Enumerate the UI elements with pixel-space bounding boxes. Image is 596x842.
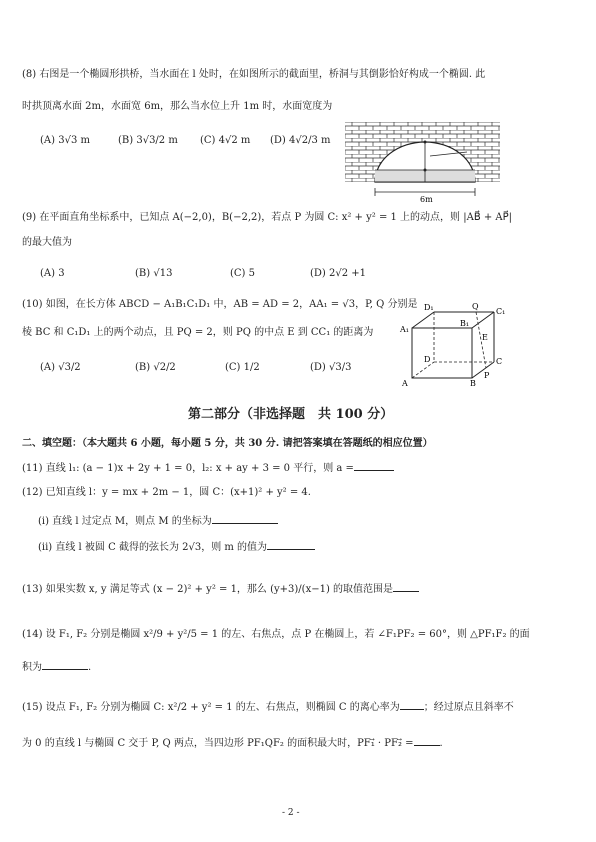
label-d1: D₁ <box>424 303 434 312</box>
label-b: B <box>470 379 476 388</box>
q10-line1: (10) 如图，在长方体 ABCD − A₁B₁C₁D₁ 中，AB = AD = 2，AA₁ = √3，P, Q 分别是 <box>22 299 418 310</box>
q9-line2: 的最大值为 <box>22 237 72 248</box>
q13-text: (13) 如果实数 x, y 满足等式 (x − 2)² + y² = 1，那么 (y+3)/(x−1) 的取值范围是 <box>22 582 419 595</box>
q9-line1: (9) 在平面直角坐标系中，已知点 A(−2,0)，B(−2,2)，若点 P 为圆 C: x² + y² = 1 上的动点，则 |AB⃗ + AP⃗| <box>22 212 513 223</box>
bridge-figure <box>345 122 500 204</box>
q15-line2: 为 0 的直线 l 与椭圆 C 交于 P, Q 两点，当四边形 PF₁QF₂ 的面积最大时，PF₁⃗ · PF₂⃗ = . <box>22 738 443 749</box>
q9-option-c: (C) 5 <box>230 268 255 279</box>
q14-line1: (14) 设 F₁, F₂ 分别是椭圆 x²/9 + y²/5 = 1 的左、右焦点，点 P 在椭圆上，若 ∠F₁PF₂ = 60°，则 △PF₁F₂ 的面 <box>22 629 530 640</box>
fill-in-heading: 二、填空题：（本大题共 6 小题，每小题 5 分，共 30 分. 请把答案填在答题纸的相应位置） <box>22 438 433 449</box>
q10-option-a: (A) √3/2 <box>40 362 81 373</box>
q10-option-c: (C) 1/2 <box>225 362 260 373</box>
q8-option-c: (C) 4√2 m <box>200 135 251 146</box>
label-b1: B₁ <box>460 319 470 328</box>
label-p: P <box>484 371 490 380</box>
label-e: E <box>482 333 488 342</box>
q12-line1: (12) 已知直线 l：y = mx + 2m − 1，圆 C：(x+1)² + y² = 4. <box>22 487 311 498</box>
q10-line2: 棱 BC 和 C₁D₁ 上的两个动点，且 PQ = 2，则 PQ 的中点 E 到 CC₁ 的距离为 <box>22 327 374 338</box>
q12-part2: (ii) 直线 l 被圆 C 截得的弦长为 2√3，则 m 的值为 <box>38 540 315 553</box>
q8-line2: 时拱顶离水面 2m，水面宽 6m，那么当水位上升 1m 时，水面宽度为 <box>22 101 333 112</box>
label-a1: A₁ <box>400 325 409 334</box>
q11-text: (11) 直线 l₁: (a − 1)x + 2y + 1 = 0，l₂: x + ay + 3 = 0 平行，则 a = <box>22 461 394 474</box>
q9-option-b: (B) √13 <box>135 268 173 279</box>
label-a: A <box>402 379 408 388</box>
cuboid-figure <box>398 300 508 390</box>
label-d: D <box>424 355 431 364</box>
q8-option-a: (A) 3√3 m <box>40 135 90 146</box>
page-number: - 2 - <box>282 808 300 818</box>
q10-option-b: (B) √2/2 <box>135 362 176 373</box>
q9-option-a: (A) 3 <box>40 268 65 279</box>
q8-line1: (8) 右图是一个椭圆形拱桥，当水面在 l 处时，在如图所示的截面里，桥洞与其倒影恰好构成一个椭圆. 此 <box>22 69 486 80</box>
label-c1: C₁ <box>496 307 506 316</box>
q10-option-d: (D) √3/3 <box>310 362 352 373</box>
q14-line2: 积为 . <box>22 662 92 673</box>
bridge-width-label: 6m <box>420 195 433 204</box>
q9-option-d: (D) 2√2 +1 <box>310 268 367 279</box>
label-q: Q <box>472 302 479 311</box>
label-c: C <box>496 357 503 366</box>
q12-part1: (i) 直线 l 过定点 M，则点 M 的坐标为 <box>38 514 278 527</box>
q8-option-b: (B) 3√3/2 m <box>118 135 178 146</box>
q8-option-d: (D) 4√2/3 m <box>270 135 331 146</box>
q15-line1: (15) 设点 F₁, F₂ 分别为椭圆 C: x²/2 + y² = 1 的左、右焦点，则椭圆 C 的离心率为 ；经过原点且斜率不 <box>22 702 514 713</box>
part2-title: 第二部分（非选择题 共 100 分） <box>188 407 394 422</box>
